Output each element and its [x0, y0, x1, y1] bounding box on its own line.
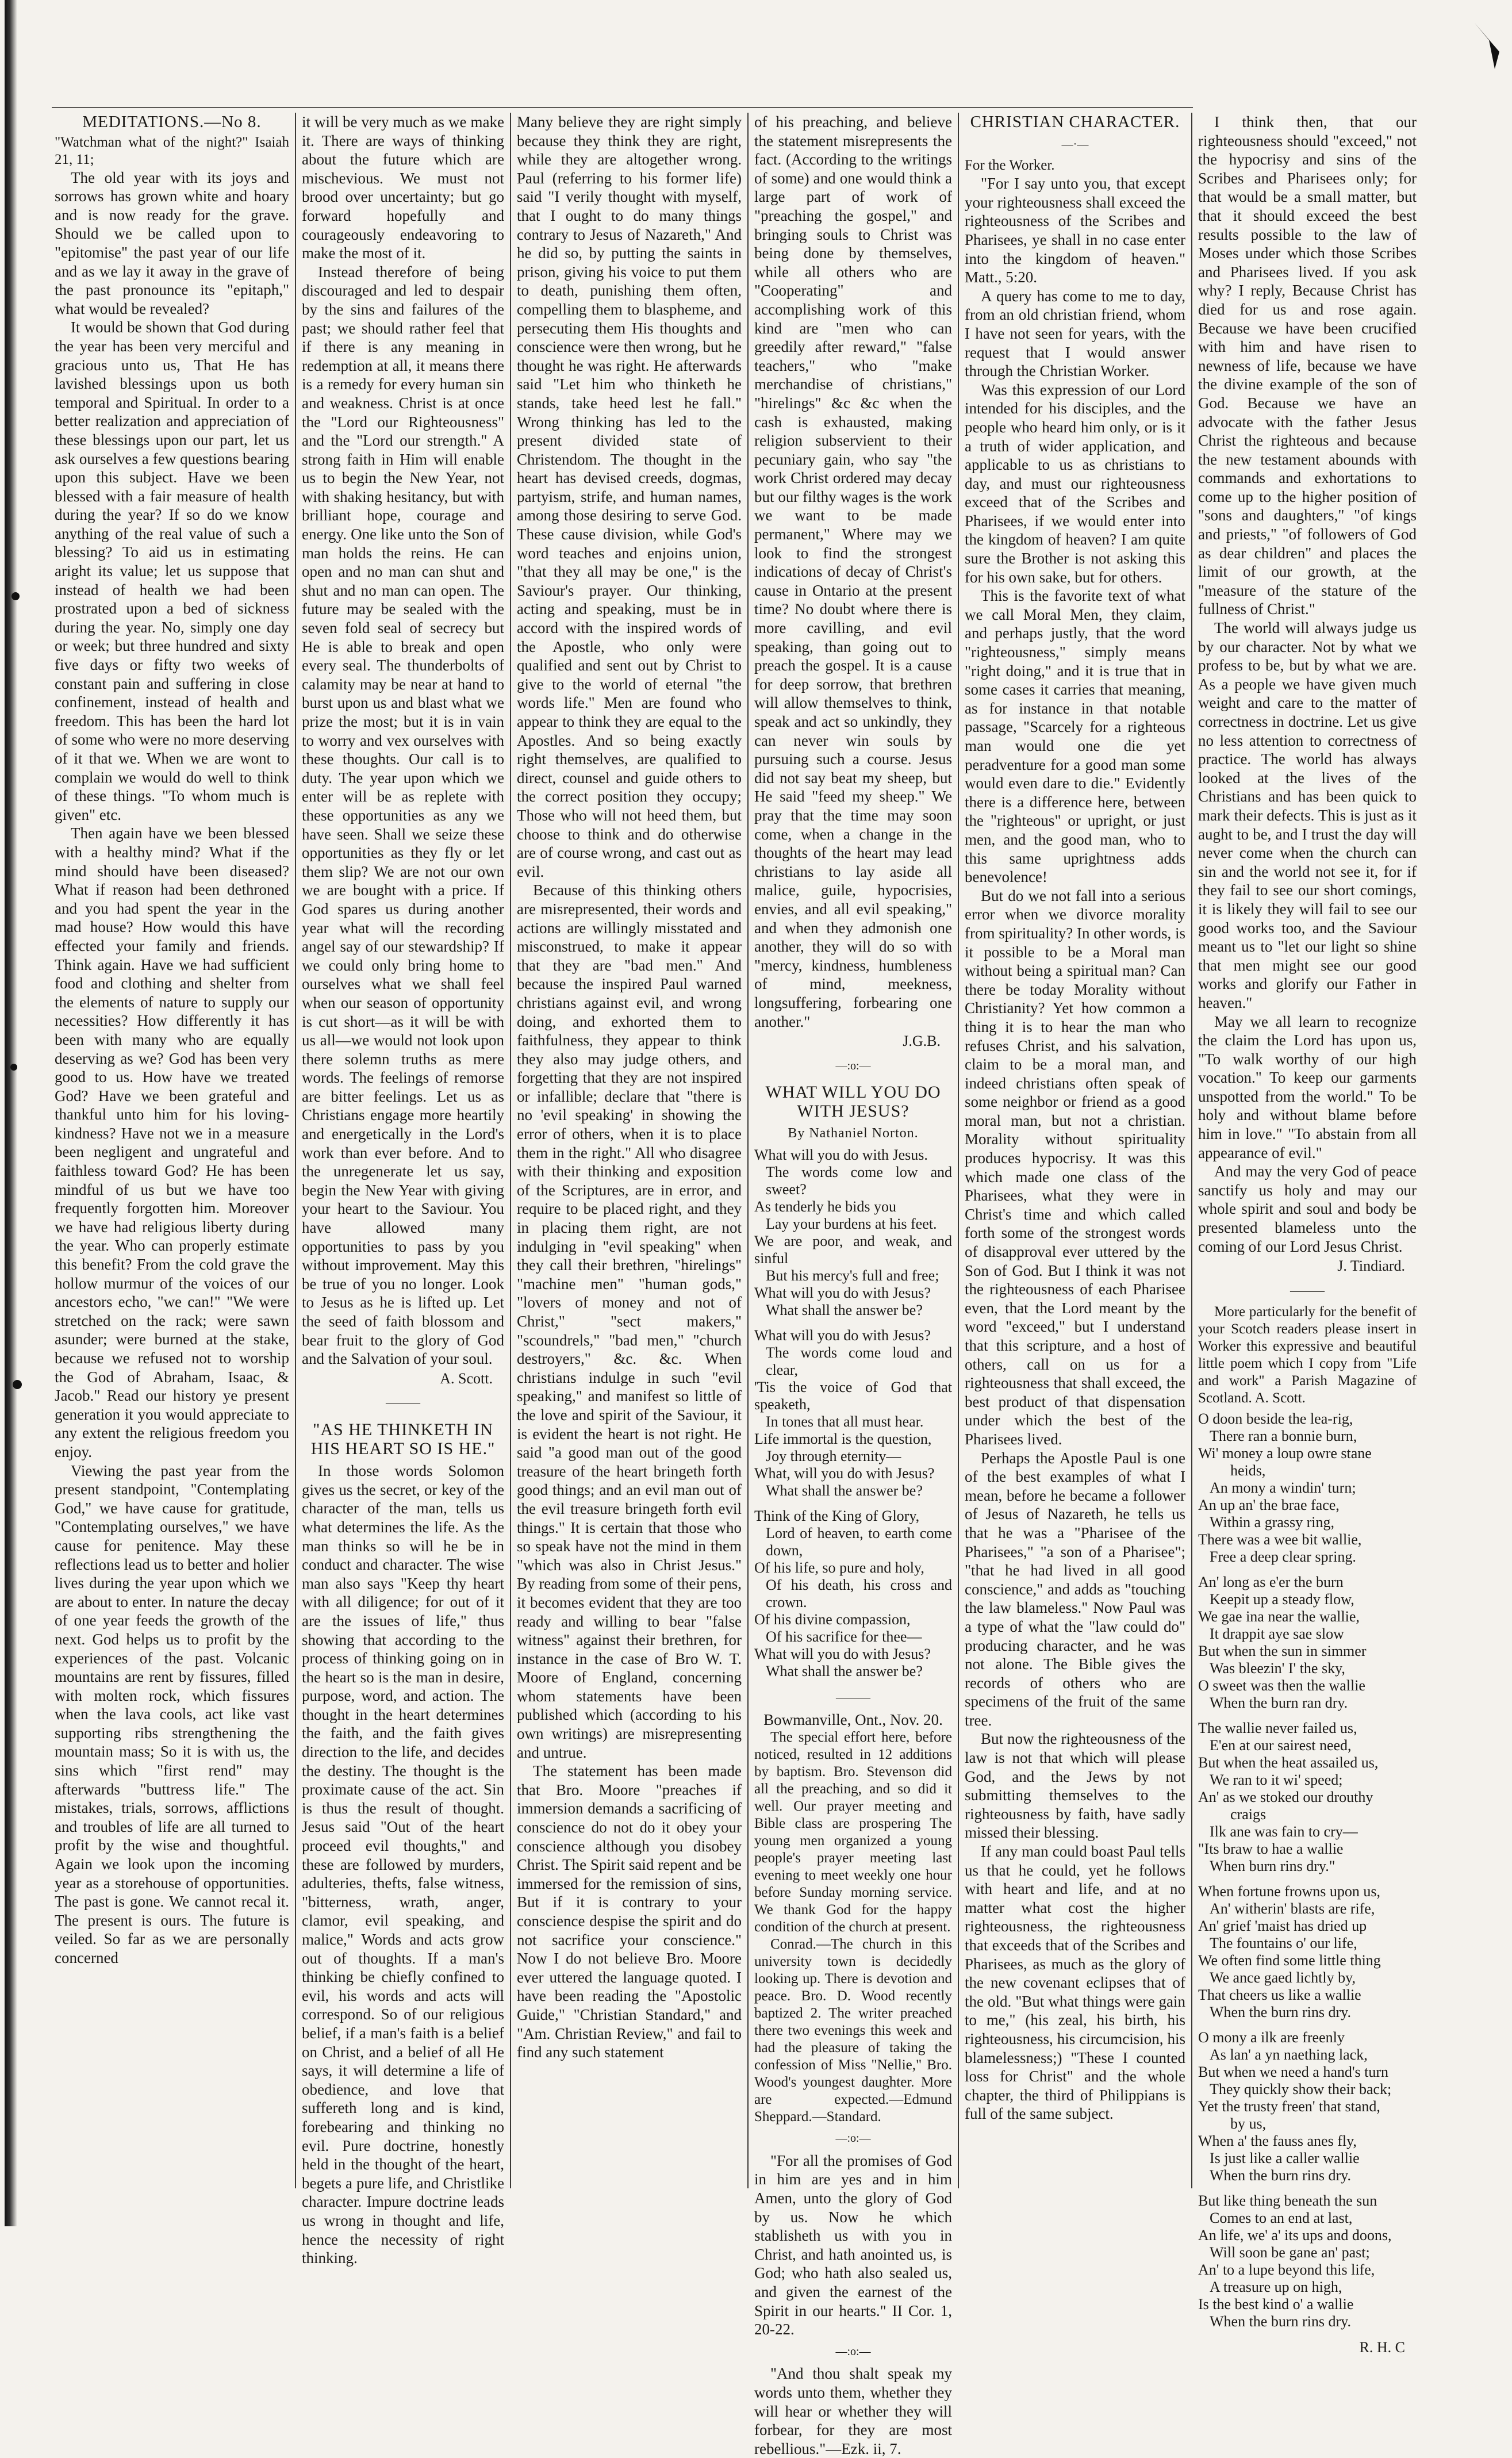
signature: R. H. C	[1359, 2339, 1405, 2356]
column-2	[302, 113, 504, 2267]
section-divider: —:o:—	[835, 2345, 871, 2358]
poem-stanza	[1198, 1883, 1417, 2021]
news-item: Conrad.—The church in this university town is decidedly looking up. There is devotion and peace. Bro. D. Wood recently baptized 2. The writer preached there two evenings this week and had the pleasure of taking the confession of Miss "Nellie," Bro. Wood's youngest daughter. More are expected.—Edmund Sheppard.—Standard.	[754, 1937, 952, 2125]
poem-line: But when the heat assailed us,	[1198, 1754, 1379, 1771]
paragraph: And may the very God of peace sanctify us holy and may our whole spirit and soul and body be presented blameless unto the coming of our Lord Jesus Christ.	[1198, 1163, 1417, 1255]
signature: A. Scott.	[440, 1370, 493, 1387]
poem-line: An' grief 'maist has dried up	[1198, 1918, 1367, 1935]
poem-line: What shall the answer be?	[766, 1302, 923, 1319]
column-rule	[958, 113, 959, 2188]
poem-line: We are poor, and weak, and sinful	[754, 1233, 952, 1267]
poem-line: O doon beside the lea-rig,	[1198, 1410, 1353, 1428]
poem-stanza	[1198, 2029, 1417, 2184]
poem-line: When a' the fauss anes fly,	[1198, 2133, 1357, 2150]
paragraph: If any man could boast Paul tells us that he could, yet he follows with heart and life, and at no matter what cost the higher righteousness, the righteousness that exceeds that of the Scribes and Pharisees, as much as the glory of the new covenant eclipses that of the old. "But what things were gain to me," (his zeal, his birth, his righteousness, his circumcision, his blamelessness;) "These I counted loss for Christ" and the whole chapter, the third of Philippians is full of the same subject.	[965, 1843, 1185, 2123]
article-credit: For the Worker.	[965, 158, 1055, 174]
article-heading: MEDITATIONS.—No 8.	[82, 113, 262, 131]
poem-line: An life, we' a' its ups and doons,	[1198, 2227, 1392, 2244]
poem-line: A treasure up on high,	[1210, 2279, 1342, 2296]
poem-stanza	[1198, 2192, 1417, 2330]
poem-stanza	[754, 1146, 952, 1319]
poem-line: Lay your burdens at his feet.	[766, 1215, 937, 1233]
paragraph: But do we not fall into a serious error when we divorce morality from spirituality? In other words, is it possible to be a Moral man without being a spiritual man? Can there be today Morality without Christianity? Yet how common a thing it is to hear the man who refuses Christ, and his salvation, claim to be a moral man, and indeed christians often speak of some neighbor or friend as a good moral man, but not a christian. Morality without spirituality produces hypocrisy. It was this which made one class of the Pharisees, what they were in Christ's time and which called forth some of the strongest words of disapproval ever uttered by the Son of God. But I think it was not the righteousness of each Pharisee even, that the Lord meant by the word "exceed," but I understand that this scripture, and a host of others, call on us for a righteousness that shall exceed, the best product of that dispensation under which the best of the Pharisees lived.	[965, 887, 1185, 1448]
poem-intro: More particularly for the benefit of your Scotch readers please insert in Worker this expressive and beautiful little poem which I copy from "Life and work" a Parish Magazine of Scotland. A. Scott.	[1198, 1304, 1417, 1406]
news-dateline: Bowmanville, Ont., Nov. 20.	[763, 1711, 943, 1728]
scan-mark	[13, 1380, 22, 1389]
poem-line: But like thing beneath the sun	[1198, 2192, 1377, 2210]
poem-stanza	[1198, 1720, 1417, 1875]
poem-line: We gae ina near the wallie,	[1198, 1608, 1360, 1625]
poem-stanza	[1198, 1410, 1417, 1566]
column-6	[1198, 113, 1417, 2356]
poem-line: When the burn rins dry.	[1210, 2313, 1351, 2330]
epigraph: "Watchman what of the night?" Isaiah 21, 11;	[55, 134, 289, 167]
poem-line: It drappit aye sae slow	[1210, 1625, 1344, 1643]
section-divider: ———	[1290, 1284, 1325, 1297]
top-rule	[52, 107, 1193, 108]
paragraph: of his preaching, and believe the statement misrepresents the fact. (According to the writings of some) and one would think a large part of work of "preaching the gospel," and bringing souls to Christ was being done by themselves, while all others who are "Cooperating" and accomplishing work of this kind are "men who can greedily after reward," "false teachers," who "make merchandise of christians," "hirelings" &c &c when the cash is exhausted, making religion subservient to their pecuniary gain, who say "the work Christ ordered may decay but our filthy wages is the work we want to be made permanent," Where may we look to find the strongest indications of decay of Christ's cause in Ontario at the present time? No doubt where there is more cavilling, and evil speaking, than going out to preach the gospel. It is a cause for deep sorrow, that brethren will allow themselves to think, speak and act so unkindly, they can never win souls by pursuing such a course. Jesus did not say beat my sheep, but He said "feed my sheep." We pray that the time may soon come, when a change in the thoughts of the heart may lead christians to lay aside all malice, guile, hypocrisies, envies, and all evil speaking," and when they admonish one another, they will do so with "mercy, kindness, humbleness of mind, meekness, longsuffering, forbearing one another."	[754, 113, 952, 1030]
paragraph: "For I say unto you, that except your righteousness shall exceed the righteousness of the Scribes and Pharisees, ye shall in no case enter into the kingdom of heaven." Matt., 5:20.	[965, 175, 1185, 286]
scan-mark	[11, 592, 20, 600]
poem-line: An' long as e'er the burn	[1198, 1574, 1344, 1591]
paragraph: The statement has been made that Bro. Moore "preaches if immersion demands a sacrificing of conscience do not do it obey your conscience although you disobey Christ. The Spirit said repent and be immersed for the remission of sins, But if it is contrary to your conscience despise the spirit and do not sacrifice your conscience." Now I do not believe Bro. Moore ever uttered the language quoted. I have been reading the "Apostolic Guide," "Christian Standard," and "Am. Christian Review," and fail to find any such statement	[517, 1762, 742, 2061]
paragraph: It would be shown that God during the year has been very merciful and gracious unto us, That He has lavished blessings upon us both temporal and Spiritual. In order to a better realization and appreciation of these blessings upon our part, let us ask ourselves a few questions bearing upon this subject. Have we been blessed with a fair measure of health during the year? If so do we know anything of the real value of such a blessing? To aid us in estimating aright its value; let us suppose that instead of health we had been prostrated upon a bed of sickness during the year. No, simply one day or week; but three hundred and sixty five days or fifty two weeks of constant pain and suffering in close confinement, instead of health and freedom. This has been the hard lot of some who were no more deserving of it that we. When we are wont to complain we would do well to think of these things. "To whom much is given" etc.	[55, 319, 289, 823]
paragraph: The world will always judge us by our character. Not by what we profess to be, but by what we are. As a people we have given much weight and care to the matter of correctness in doctrine. Let us give no less attention to correctness of practice. The world has always looked at the lives of the Christians and has been quick to mark their defects. This is just as it aught to be, and I trust the day will never come when the church can sin and the world not see it, for if they fail to see our short comings, it is likely they will fail to see our good works too, and the Saviour meant us to "let our light so shine that men might see our good works and glorify our Father in heaven."	[1198, 619, 1417, 1011]
poem-line: When the burn ran dry.	[1210, 1694, 1348, 1712]
column-rule	[295, 113, 296, 2188]
paragraph: A query has come to me to day, from an old christian friend, whom I have not seen for years, with the request that I would answer through the Christian Worker.	[965, 287, 1185, 380]
poem	[1198, 1410, 1417, 2330]
poem-line: That cheers us like a wallie	[1198, 1987, 1361, 2004]
poem-line: Life immortal is the question,	[754, 1431, 932, 1448]
poem-line: Of his sacrifice for thee—	[766, 1628, 922, 1646]
poem-line: Free a deep clear spring.	[1210, 1548, 1356, 1566]
poem-line: Is just like a caller wallie	[1210, 2150, 1360, 2167]
poem-line: Within a grassy ring,	[1210, 1514, 1335, 1531]
poem-line: An' witherin' blasts are rife,	[1210, 1900, 1375, 1918]
signature: J. Tindiard.	[1337, 1257, 1405, 1275]
poem-line: Of his life, so pure and holy,	[754, 1559, 924, 1577]
poem-line: But when we need a hand's turn	[1198, 2064, 1389, 2081]
section-divider: —:o:—	[835, 2132, 871, 2145]
poem-stanza	[1198, 1574, 1417, 1712]
poem-line: As lan' a yn naething lack,	[1210, 2046, 1368, 2064]
poem-stanza	[754, 1508, 952, 1680]
poem-line: Will soon be gane an' past;	[1210, 2244, 1370, 2261]
scan-mark	[10, 1064, 17, 1071]
poem-line: When the burn rins dry.	[1210, 2004, 1351, 2021]
paragraph: This is the favorite text of what we call Moral Men, they claim, and perhaps justly, that the word "righteousness," simply means "right doing," and it is true that in some cases it carries that meaning, as for instance in that notable passage, "Scarcely for a righteous man would one die yet peradventure for a good man some would even dare to die." Evidently there is a difference here, between the "righteous" or upright, or just men, and the good man, who to this same uprightness adds benevolence!	[965, 587, 1185, 886]
poem-line: We often find some little thing	[1198, 1952, 1381, 1969]
section-divider: ———	[836, 1691, 870, 1704]
article-heading: CHRISTIAN CHARACTER.	[970, 113, 1180, 131]
poem-line: What will you do with Jesus?	[754, 1646, 931, 1663]
poem	[754, 1146, 952, 1680]
poem-line: The words come low and sweet?	[766, 1164, 952, 1198]
poem-line: Lord of heaven, to earth come down,	[766, 1525, 952, 1559]
poem-line: An' as we stoked our drouthy	[1198, 1789, 1373, 1806]
corner-mark	[1472, 17, 1506, 80]
poem-line: E'en at our sairest need,	[1210, 1737, 1352, 1754]
poem-line: What will you do with Jesus?	[754, 1327, 931, 1344]
poem-line: When burn rins dry."	[1210, 1858, 1336, 1875]
poem-line: There was a wee bit wallie,	[1198, 1531, 1362, 1548]
paragraph: May we all learn to recognize the claim the Lord has upon us, "To walk worthy of our high vocation." To keep our garments unspotted from the world." To be holy and without blame before him in love." "To abstain from all appearance of evil."	[1198, 1013, 1417, 1161]
paragraph: Instead therefore of being discouraged and led to despair by the sins and failures of the past; we should rather feel that if there is any meaning in redemption at all, it means there is a remedy for every human sin and weakness. Christ is at once the "Lord our Righteousness" and the "Lord our strength." A strong faith in Him will enable us to begin the New Year, not with shaking hesitancy, but with brilliant hope, courage and energy. One like unto the Son of man holds the reins. He can open and no man can shut and shut and no man can open. The future may be sealed with the seven fold seal of secrecy but He is able to break and open every seal. The thunderbolts of calamity may be near at hand to burst upon us and blast what we prize the most; but it is in vain to worry and vex ourselves with these thoughts. Our call is to duty. The year upon which we enter will be as replete with these opportunities as any we have seen. Shall we seize these opportunities as they fly or let them slip? We are not our own we are bought with a price. If God spares us during another year what will the recording angel say of our stewardship? If we could only bring home to ourselves what we shall feel when our season of opportunity is cut short—as it will be with us all—we would not look upon there solemn truths as mere words. The feelings of remorse are bitter feelings. Let us as Christians engage more heartily and energetically in the Lord's work than ever before. And to the unregenerate let us say, begin the New Year with giving your heart to the Saviour. You have allowed many opportunities to pass by you without improvement. May this be true of you no longer. Look to Jesus as he is lifted up. Let the seed of faith blossom and bear fruit to the glory of God and the Salvation of your soul.	[302, 263, 504, 1368]
section-divider: —:o:—	[835, 1059, 871, 1072]
poem-line: When the burn rins dry.	[1210, 2167, 1351, 2184]
column-4	[754, 113, 952, 2457]
paragraph: The old year with its joys and sorrows has grown white and hoary and is now ready for the grave. Should we be called upon to "epitomise" the past year of our life and as we lay it away in the grave of the past pronounce its "epitaph," what would be revealed?	[55, 168, 289, 317]
poem-line: Keepit up a steady flow,	[1210, 1591, 1354, 1608]
paragraph: In those words Solomon gives us the secret, or key of the character of the man, tells us what determines the life. As the man thinks so will he be in conduct and character. The wise man also says "Keep thy heart with all diligence; for out of it are the issues of life," thus showing that according to the process of thinking going on in the heart so is the man in desire, purpose, word, and action. The thought in the heart determines the faith, and the faith gives direction to the life, and decides the destiny. The thought is the proximate cause of the act. Sin is thus the result of thought. Jesus said "Out of the heart proceed evil thoughts," and these are followed by murders, adulteries, thefts, false witness, "bitterness, wrath, anger, clamor, evil speaking, and malice," Words and acts grow out of thoughts. If a man's thinking be chiefly confined to evil, his words and acts will correspond. So of our religious belief, if a man's faith is a belief on Christ, and a belief of all He says, it will determine a life of obedience, and love that suffereth long and is kind, forebearing and thinking no evil. Pure doctrine, honestly held in the thought of the heart, begets a pure life, and Christlike character. Impure doctrine leads us wrong in thought and life, hence the necessity of right thinking.	[302, 1462, 504, 2267]
poem-line: An up an' the brae face,	[1198, 1497, 1340, 1514]
column-rule	[1191, 113, 1192, 2188]
article-heading: WHAT WILL YOU DO WITH JESUS?	[765, 1083, 941, 1121]
poem-line: The fountains o' our life,	[1210, 1935, 1357, 1952]
poem-line: craigs	[1230, 1806, 1267, 1823]
column-5	[965, 113, 1185, 2206]
poem-line: Yet the trusty freen' that stand,	[1198, 2098, 1380, 2115]
poem-line: What shall the answer be?	[766, 1482, 923, 1500]
poem-line: O mony a ilk are freenly	[1198, 2029, 1345, 2046]
paragraph: Viewing the past year from the present standpoint, "Contemplating God," we have cause for gratitude, "Contemplating ourselves," we have cause for penitence. May these reflections lead us to better and holier lives during the year upon which we are about to enter. In nature the decay of one year feeds the growth of the next. God helps us to profit by the experiences of the past. Volcanic mountains are rent by fissures, filled with molten rock, which fissures when the lava cools, act like vast supporting ribs strengthening the mountain mass; So it is with us, the sins which "first rend" may afterwards "buttress life." The mistakes, trials, sorrows, afflictions and troubles of life are all turned to profit by the wise and thoughtful. Again we look upon the incoming year as a storehouse of opportunities. The past is gone. We cannot recal it. The present is ours. The future is veiled. So far as we are personally concerned	[55, 1462, 289, 1966]
poem-line: Comes to an end at last,	[1210, 2210, 1353, 2227]
section-divider: —·—	[1061, 137, 1089, 151]
poem-line: Of his divine compassion,	[754, 1611, 911, 1628]
paragraph: But now the righteousness of the law is not that which will please God, and the Jews by not submitting themselves to the righteousness by faith, have sadly missed their blessing.	[965, 1730, 1185, 1842]
poem-line: "Its braw to hae a wallie	[1198, 1840, 1344, 1858]
poem-line: Of his death, his cross and crown.	[766, 1577, 952, 1611]
paragraph: Then again have we been blessed with a healthy mind? What if the mind should have been diseased? What if reason had been dethroned and you had spent the year in the mad house? How would this have effected your family and friends. Think again. Have we had sufficient food and clothing and shelter from the elements of nature to supply our necessities? How differently it has been with many who are equally deserving as we? God has been very good to us. How have we treated God? Have we been grateful and thankful unto him for his loving-kindness? Have not we in a measure been negligent and ungrateful and faithless toward God? He has been mindful of us but we have too frequently forgotten him. Moreover we have had religious liberty during the year. Who can properly estimate this benefit? From the cold grave the hollow murmur of the voices of our ancestors echo, "we can!" "We were stretched on the rack; were sawn asunder; were burned at the stake, because we refused not to worship the God of Abraham, Isaac, & Jacob." Read our history ye present generation it you would appreciate to any extent the religious freedom you enjoy.	[55, 825, 289, 1460]
poem-line: What shall the answer be?	[766, 1663, 923, 1680]
poem-line: by us,	[1230, 2115, 1267, 2133]
news-item: The special effort here, before noticed, resulted in 12 additions by baptism. Bro. Stevenson did all the preaching, and so did it well. Our prayer meeting and Bible class are prospering The young men organized a young people's prayer meeting last evening to meet weekly one hour before Sunday morning service. We thank God for the happy condition of the church at present.	[754, 1730, 952, 1935]
scripture-quote: "For all the promises of God in him are yes and in him Amen, unto the glory of God by us. Now he which stablisheth us with you in Christ, and hath anointed us, is God; who hath also sealed us, and given the earnest of the Spirit in our hearts." II Cor. 1, 20-22.	[754, 2152, 952, 2338]
paragraph: Was this expression of our Lord intended for his disciples, and the people who heard him only, or is it a truth of wider application, and applicable to us as christians to day, and must our righteousness exceed that of the Scribes and Pharisees, if we would enter into the kingdom of heaven? I am quite sure the Brother is not asking this for his own sake, but for others.	[965, 381, 1185, 586]
poem-line: Is the best kind o' a wallie	[1198, 2296, 1354, 2313]
poem-stanza	[754, 1327, 952, 1500]
paragraph: Perhaps the Apostle Paul is one of the best examples of what I mean, before he became a follower of Jesus of Nazareth, he tells us that he was a "Pharisee of the Pharisees," "a son of a Pharisee"; "that he had lived in all good conscience," and adds as "touching the law blameless." Now Paul was a type of what the "law could do" producing character, and he was not alone. The Bible gives the records of others who are specimens of the fruit of the same tree.	[965, 1449, 1185, 1729]
poem-line: An' to a lupe beyond this life,	[1198, 2261, 1375, 2279]
poem-line: The words come loud and clear,	[766, 1344, 952, 1379]
poem-line: But when the sun in simmer	[1198, 1643, 1367, 1660]
poem-line: There ran a bonnie burn,	[1210, 1428, 1357, 1445]
article-heading: "AS HE THINKETH IN HIS HEART SO IS HE."	[310, 1420, 496, 1458]
poem-line: Was bleezin' I' the sky,	[1210, 1660, 1345, 1677]
section-divider: ———	[386, 1397, 420, 1410]
scripture-quote: "And thou shalt speak my words unto them, whether they will hear or whether they will forbear, for they are most rebellious."—Ezk. ii, 7.	[754, 2365, 952, 2457]
poem-line: When fortune frowns upon us,	[1198, 1883, 1380, 1900]
paragraph: it will be very much as we make it. There are ways of thinking about the future which are mischevious. We must not brood over uncertainty; but go forward hopefully and courageously endeavoring to make the most of it.	[302, 113, 504, 262]
column-3	[517, 113, 742, 2206]
poem-line: O sweet was then the wallie	[1198, 1677, 1365, 1694]
poem-line: But his mercy's full and free;	[766, 1267, 939, 1284]
column-rule	[747, 113, 749, 2188]
poem-line: An mony a windin' turn;	[1210, 1479, 1356, 1497]
poem-line: We ran to it wi' speed;	[1210, 1771, 1343, 1789]
poem-line: Think of the King of Glory,	[754, 1508, 920, 1525]
poem-line: Joy through eternity—	[766, 1448, 901, 1465]
poem-line: As tenderly he bids you	[754, 1198, 896, 1215]
poem-line: They quickly show their back;	[1210, 2081, 1392, 2098]
poem-line: We ance gaed lichtly by,	[1210, 1969, 1356, 1987]
scan-edge	[5, 0, 17, 2226]
byline: By Nathaniel Norton.	[788, 1126, 919, 1141]
signature: J.G.B.	[903, 1033, 941, 1050]
paragraph: Because of this thinking others are misrepresented, their words and actions are willingly misstated and misconstrued, to make it appear that they are "bad men." And because the inspired Paul warned christians against evil, and wrong doing, and exhorted them to faithfulness, they appear to think they also may judge others, and forgetting that they are not inspired or infallible; declare that "there is no 'evil speaking' in showing the error of others, when it is to place them in the right." All who disagree with their thinking and exposition of the Scriptures, are in error, and require to be placed right, and they in placing them right, are not indulging in "evil speaking" when they call their brethren, "hirelings" "machine men" "human gods," "lovers of money and not of Christ," "sect makers," "scoundrels," "bad men," "church destroyers," &c. &c. When christians indulge in such "evil speaking," and manifest so little of the love and spirit of the Saviour, it is evident the heart is not right. He said "a good man out of the good treasure of the heart bringeth forth good things; and an evil man out of the evil treasure bringeth forth evil things." It is certain that those who so speak have not the mind in them "which was also in Christ Jesus." By reading from some of their pens, it becomes evident that they are too ready and willing to bear "false witness" against their brethren, for instance in the case of Bro W. T. Moore of England, concerning whom statements have been published which (according to his own writings) are misrepresenting and untrue.	[517, 881, 742, 1761]
column-rule	[510, 113, 511, 2188]
poem-line: Ilk ane was fain to cry—	[1210, 1823, 1358, 1840]
poem-line: 'Tis the voice of God that speaketh,	[754, 1379, 952, 1413]
poem-line: In tones that all must hear.	[766, 1413, 924, 1431]
paragraph: I think then, that our righteousness should "exceed," not the hypocrisy and sins of the Scribes and Pharisees only; for that would be a small matter, but that it should exceed the best results possible to the law of Moses under which those Scribes and Pharisees lived. If you ask why? I reply, Because Christ has died for us and rose again. Because we have been crucified with him and have risen to newness of life, because we have the divine example of the son of God. Because we have an advocate with the father Jesus Christ the righteous and because the new testament abounds with commands and exhortations to come up to the higher position of "sons and daughters," "of kings and priests," "of followers of God as dear children" and places the limit of our growth, at the "measure of the stature of the fullness of Christ."	[1198, 113, 1417, 618]
poem-line: What will you do with Jesus.	[754, 1146, 928, 1164]
poem-line: What, will you do with Jesus?	[754, 1465, 935, 1482]
column-1	[55, 113, 289, 2206]
poem-line: Wi' money a loup owre stane	[1198, 1445, 1372, 1462]
poem-line: heids,	[1230, 1462, 1266, 1479]
poem-line: The wallie never failed us,	[1198, 1720, 1357, 1737]
paragraph: Many believe they are right simply because they think they are right, while they are altogether wrong. Paul (referring to his former life) said "I verily thought with myself, that I ought to do many things contrary to Jesus of Nazareth," And he did so, by putting the saints in prison, giving his voice to put them to death, punishing them often, compelling them to blaspheme, and persecuting them His thoughts and conscience were then wrong, but he thought he was right. He afterwards said "Let him who thinketh he stands, take heed lest he fall." Wrong thinking has led to the present divided state of Christendom. The thought in the heart has devised creeds, dogmas, partyism, strife, and human names, among those desiring to serve God. These cause division, while God's word teaches and enjoins union, "that they all may be one," is the Saviour's prayer. Our thinking, acting and speaking, must be in accord with the inspired words of the Apostle, who only were qualified and sent out by Christ to give to the world of eternal "the words life." Men are found who appear to think they are equal to the Apostles. And so being exactly right themselves, are qualified to direct, counsel and guide others to the correct position they occupy; Those who will not heed them, but choose to think and do otherwise are of course wrong, and cast out as evil.	[517, 113, 742, 880]
poem-line: What will you do with Jesus?	[754, 1284, 931, 1302]
